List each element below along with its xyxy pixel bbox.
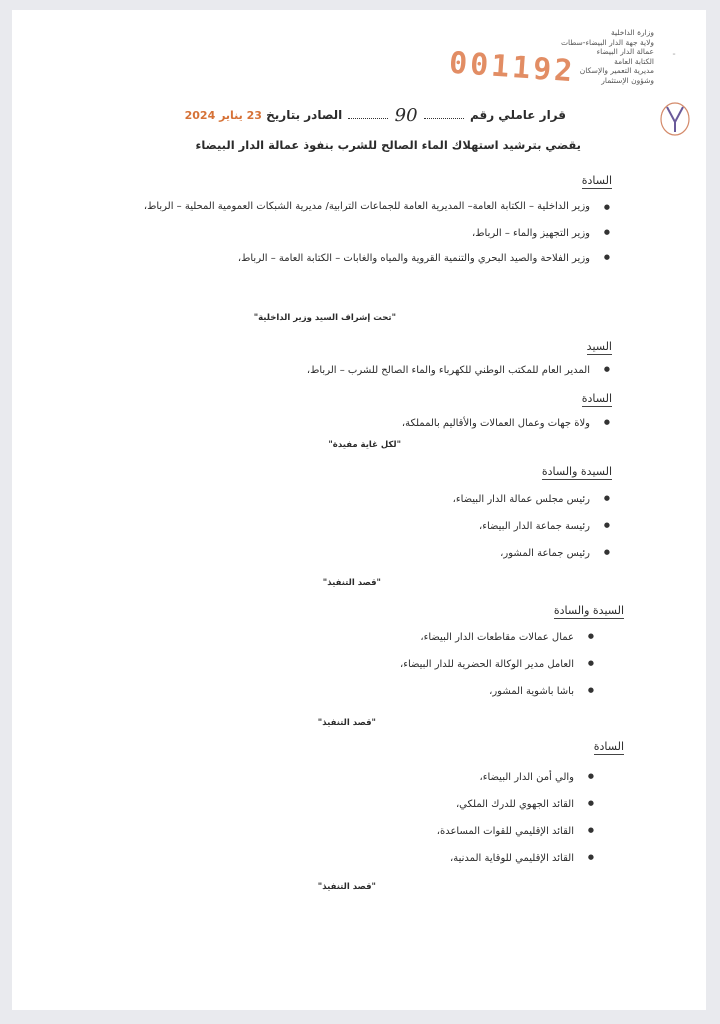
header-secretariat: الكتابة العامة — [614, 56, 654, 66]
section-heading: السيدة والسادة — [541, 465, 612, 478]
list-item: ● ولاة جهات وعمال العمالات والأقاليم بالمملكة، — [402, 418, 610, 429]
recipient-list — [437, 772, 594, 864]
list-item: ● القائد الإقليمي للوقاية المدنية، — [437, 853, 594, 864]
list-item: ● القائد الجهوي للدرك الملكي، — [437, 799, 594, 810]
decision-date: 23 يناير 2024 — [184, 109, 262, 122]
decision-prefix: قرار عاملي رقم — [469, 108, 566, 122]
header-directorate: مديرية التعمير والإسكان — [579, 66, 654, 75]
section-heading: السيدة والسادة — [553, 604, 624, 617]
section-note: "تحت إشراف السيد وزير الداخلية" — [253, 313, 396, 323]
recipient-list — [453, 494, 610, 559]
decision-number: 90 — [394, 105, 418, 126]
recipient-list — [307, 365, 610, 376]
header-region: ولاية جهة الدار البيضاء-سطات — [561, 37, 654, 47]
list-item: ● والي أمن الدار البيضاء، — [437, 772, 594, 783]
list-item: ● رئيس مجلس عمالة الدار البيضاء، — [453, 494, 610, 505]
section-note: "قصد التنفيذ" — [322, 578, 381, 588]
list-item: ● رئيس جماعة المشور، — [453, 548, 610, 559]
section-heading: السادة — [593, 740, 624, 753]
list-item: ● وزير التجهيز والماء – الرباط، — [90, 228, 610, 239]
header-ministry: وزارة الداخلية — [610, 28, 654, 37]
list-item: ● العامل مدير الوكالة الحضرية للدار البيضاء، — [400, 659, 594, 670]
dotted-fill — [424, 118, 464, 119]
section-heading: السادة — [581, 392, 612, 405]
list-item: ● المدير العام للمكتب الوطني للكهرباء والماء الصالح للشرب – الرباط، — [307, 365, 610, 376]
section-note: "قصد التنفيذ" — [317, 718, 376, 728]
list-item: ● رئيسة جماعة الدار البيضاء، — [453, 521, 610, 532]
recipient-list — [90, 192, 610, 264]
recipient-list — [400, 632, 594, 697]
dotted-fill — [348, 118, 388, 119]
list-item: ● باشا باشوية المشور، — [400, 686, 594, 697]
section-note: "لكل غاية مفيدة" — [328, 440, 401, 450]
header-division: وشؤون الإستثمار — [601, 75, 654, 85]
section-heading: السادة — [581, 174, 612, 187]
list-item: ● القائد الإقليمي للقوات المساعدة، — [437, 826, 594, 837]
list-item: ● وزير الفلاحة والصيد البحري والتنمية القروية والمياه والغابات – الكتابة العامة – الرباط، — [90, 253, 610, 264]
section-note: "قصد التنفيذ" — [317, 882, 376, 892]
document-subject: يقضي بترشيد استهلاك الماء الصالح للشرب بنفوذ عمالة الدار البيضاء — [195, 138, 581, 152]
document-page — [12, 10, 706, 1010]
section-heading: السيد — [586, 340, 612, 353]
emblem-logo — [658, 98, 692, 138]
list-item: ● عمال عمالات مقاطعات الدار البيضاء، — [400, 632, 594, 643]
list-item: ● وزير الداخلية – الكتابة العامة– المديرية العامة للجماعات الترابية/ مديرية الشبكات العمومية المحلية – الرباط، — [90, 192, 610, 222]
decision-line — [185, 105, 566, 126]
corner-mark: ⁃ — [672, 50, 676, 59]
issued-label: الصادر بتاريخ — [266, 108, 343, 122]
recipient-list — [402, 418, 610, 429]
serial-number-stamp: 001192 — [447, 45, 577, 90]
header-prefecture: عمالة الدار البيضاء — [596, 47, 654, 56]
